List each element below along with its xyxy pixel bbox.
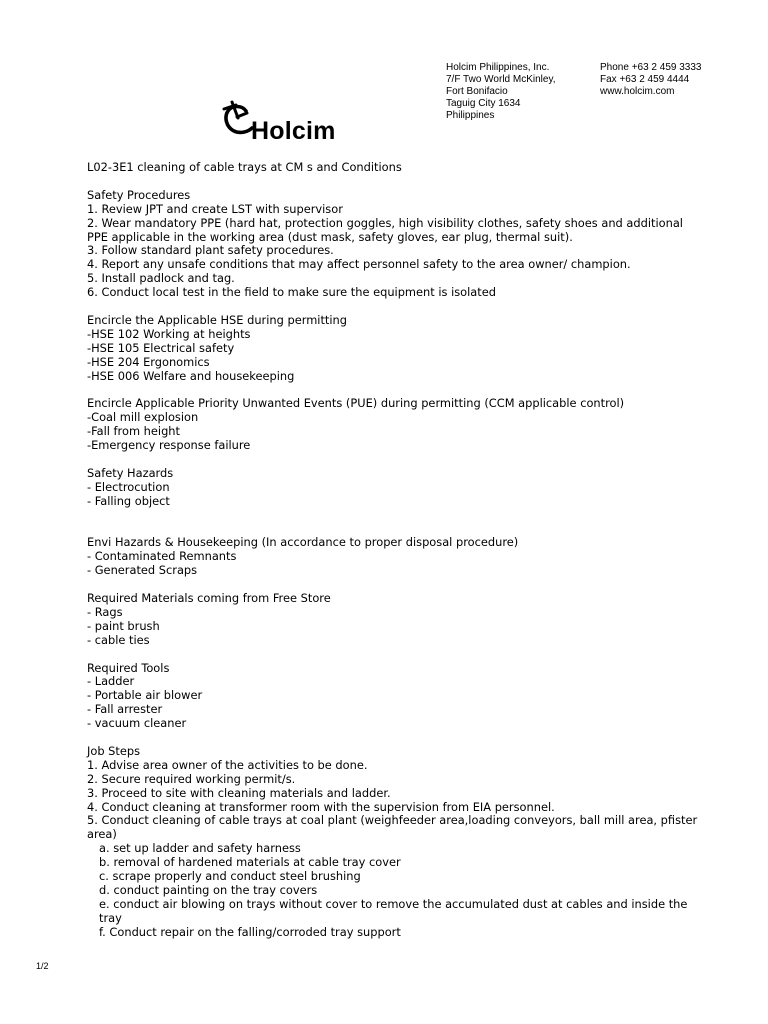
fax-line: Fax +63 2 459 4444 [600, 74, 690, 86]
document-body [87, 161, 707, 940]
list-item: 2. Wear mandatory PPE (hard hat, protection goggles, high visibility clothes, safety shoes and additional PPE applicable in the working area (dust mask, safety gloves, ear plug, thermal suit). [87, 215, 683, 244]
address-line: 7/F Two World McKinley, [446, 74, 556, 86]
company-contact [600, 62, 701, 98]
list-item: - Generated Scraps [87, 563, 198, 578]
holcim-logo [222, 99, 352, 151]
list-item: - cable ties [87, 632, 150, 647]
company-address [446, 62, 555, 122]
section-heading: Job Steps [87, 743, 141, 758]
list-item: 4. Conduct cleaning at transformer room with the supervision from EIA personnel. [87, 799, 555, 814]
section-heading: Envi Hazards & Housekeeping (In accordance to proper disposal procedure) [87, 535, 519, 550]
website-line: www.holcim.com [600, 86, 675, 98]
hse-section [87, 314, 707, 384]
safety-hazards-section [87, 467, 707, 509]
list-item: -Fall from height [87, 424, 180, 439]
list-item: -HSE 102 Working at heights [87, 326, 251, 341]
list-item: -HSE 105 Electrical safety [87, 340, 235, 355]
document-title: L02-3E1 cleaning of cable trays at CM s and Conditions [87, 160, 402, 174]
list-item: - vacuum cleaner [87, 716, 187, 731]
list-item: 6. Conduct local test in the field to make sure the equipment is isolated [87, 285, 496, 300]
address-line: Holcim Philippines, Inc. [446, 62, 550, 73]
list-item: -HSE 204 Ergonomics [87, 354, 210, 369]
list-item: - Fall arrester [87, 702, 163, 717]
address-line: Taguig City 1634 [446, 98, 521, 110]
list-item: - Ladder [87, 674, 135, 689]
list-item: - Rags [87, 604, 123, 619]
list-item: 5. Conduct cleaning of cable trays at coal plant (weighfeeder area,loading conveyors, ball mill area, pfister area) [87, 813, 698, 842]
phone-line: Phone +63 2 459 3333 [600, 62, 702, 73]
list-item: -Coal mill explosion [87, 410, 199, 425]
list-item: 4. Report any unsafe conditions that may affect personnel safety to the area owner/ champion. [87, 257, 631, 272]
list-item: - Falling object [87, 493, 170, 508]
sub-list-item: d. conduct painting on the tray covers [99, 883, 318, 897]
list-item: - Portable air blower [87, 688, 203, 703]
sub-list-item: b. removal of hardened materials at cable tray cover [99, 855, 401, 870]
logo-wordmark: Holcim [251, 117, 336, 145]
safety-procedures-section [87, 189, 707, 300]
sub-list-item: c. scrape properly and conduct steel brushing [99, 869, 361, 884]
list-item: 1. Review JPT and create LST with supervisor [87, 201, 343, 216]
job-steps-section [87, 745, 707, 940]
pue-section [87, 397, 707, 453]
sub-list-item: f. Conduct repair on the falling/corroded tray support [99, 924, 401, 939]
section-heading: Encircle Applicable Priority Unwanted Events (PUE) during permitting (CCM applicable control) [87, 396, 625, 411]
list-item: 3. Follow standard plant safety procedures. [87, 243, 334, 258]
sub-list-item: e. conduct air blowing on trays without cover to remove the accumulated dust at cables and inside the tray [99, 896, 688, 925]
list-item: 2. Secure required working permit/s. [87, 771, 296, 786]
address-line: Philippines [446, 110, 495, 122]
section-heading: Safety Procedures [87, 187, 191, 202]
section-heading: Required Tools [87, 660, 170, 675]
materials-section [87, 592, 707, 648]
tools-section [87, 662, 707, 732]
page-number: 1/2 [36, 961, 49, 971]
section-heading: Required Materials coming from Free Store [87, 591, 331, 605]
sub-list-item: a. set up ladder and safety harness [99, 841, 301, 856]
list-item: -HSE 006 Welfare and housekeeping [87, 368, 295, 383]
section-heading: Encircle the Applicable HSE during permitting [87, 312, 348, 327]
section-heading: Safety Hazards [87, 465, 174, 480]
address-line: Fort Bonifacio [446, 86, 508, 98]
list-item: 1. Advise area owner of the activities to be done. [87, 757, 368, 772]
list-item: - Contaminated Remnants [87, 549, 237, 564]
list-item: 5. Install padlock and tag. [87, 271, 235, 286]
list-item: - Electrocution [87, 479, 170, 494]
list-item: -Emergency response failure [87, 438, 251, 453]
list-item: - paint brush [87, 618, 160, 633]
list-item: 3. Proceed to site with cleaning materials and ladder. [87, 785, 391, 800]
envi-hazards-section [87, 536, 707, 578]
